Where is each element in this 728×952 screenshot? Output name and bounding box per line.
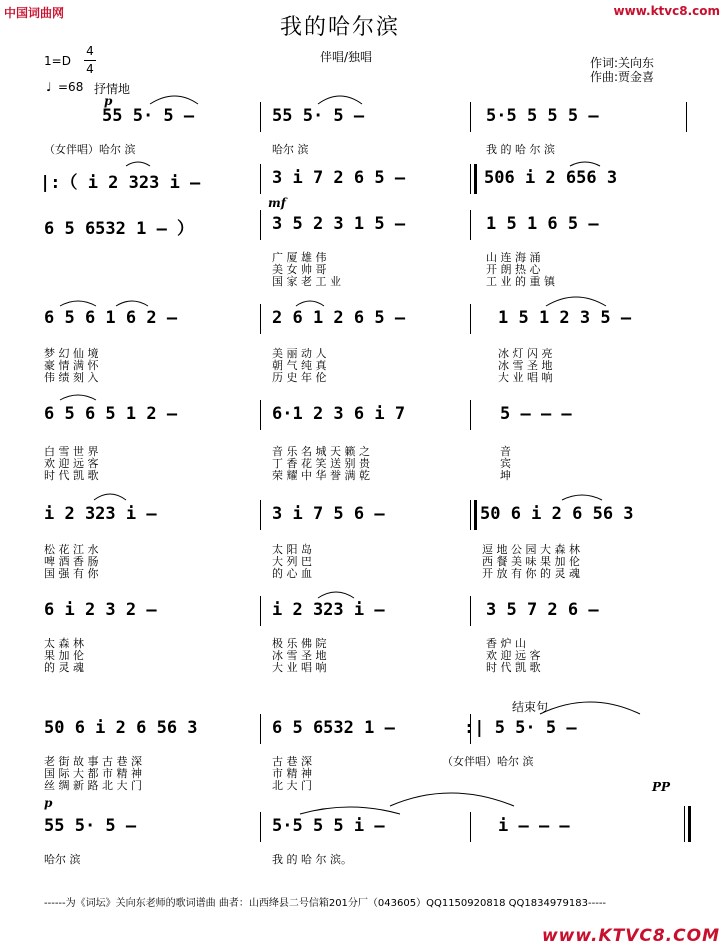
measure-notes: 3 5 2 3 1 5 – — [272, 214, 406, 234]
dynamic-p-start: p — [104, 94, 113, 108]
lyric-line: 的 心 血 — [272, 567, 312, 580]
lyric-line: 音 — [500, 445, 511, 458]
measure-notes: 50 6 i 2 6 56 3 — [480, 504, 634, 524]
measure-notes: 55 5· 5 – — [102, 106, 195, 126]
measure-notes: i – – – — [498, 816, 570, 836]
lyric-line: 松 花 江 水 — [44, 543, 99, 556]
lyric-line: 大 列 巴 — [272, 555, 312, 568]
measure-notes: 55 5· 5 – — [44, 816, 137, 836]
measure-notes: i 2 323 i – — [44, 504, 157, 524]
lyric-line: 国 强 有 你 — [44, 567, 99, 580]
lyric-line: 北 大 门 — [272, 779, 312, 792]
measure-notes: :| 5 5· 5 – — [464, 718, 577, 738]
dynamic-pp: PP — [652, 780, 671, 794]
lyric-line: 果 加 伦 — [44, 649, 84, 662]
lyric-line: 的 灵 魂 — [44, 661, 84, 674]
lyric-line: 宾 — [500, 457, 511, 470]
measure-notes: 3 i 7 5 6 – — [272, 504, 385, 524]
lyric-line: 豪 情 满 怀 — [44, 359, 99, 372]
measure-notes: 5·5 5 5 i – — [272, 816, 385, 836]
lyric-line: 国 家 老 工 业 — [272, 275, 341, 288]
lyric-line: 我 的 哈 尔 滨 — [486, 143, 555, 156]
dynamic-p-end: p — [44, 796, 53, 810]
lyric-line: 我 的 哈 尔 滨。 — [272, 853, 352, 866]
lyric-line: 冰 雪 圣 地 — [498, 359, 553, 372]
lyricist-credit: 作词:关向东 — [590, 56, 655, 70]
lyric-line: 啤 酒 香 肠 — [44, 555, 99, 568]
measure-notes: 50 6 i 2 6 56 3 — [44, 718, 198, 738]
lyric-line: 极 乐 佛 院 — [272, 637, 327, 650]
lyric-line: 欢 迎 远 客 — [486, 649, 541, 662]
measure-notes: 6 5 6532 1 – ） — [44, 219, 195, 239]
measure-notes: 2 6 1 2 6 5 – — [272, 308, 406, 328]
lyric-line: 梦 幻 仙 境 — [44, 347, 99, 360]
lyric-line: 坤 — [500, 469, 511, 482]
measure-notes: 6 5 6 1 6 2 – — [44, 308, 178, 328]
lyric-line: 国 际 大 都 市 精 神 — [44, 767, 142, 780]
lyric-line: 白 雪 世 界 — [44, 445, 99, 458]
lyric-line: 哈尔 滨 — [44, 853, 81, 866]
measure-notes: 6 5 6532 1 – — [272, 718, 395, 738]
key-signature: 1=D — [44, 54, 71, 68]
lyric-line: 古 巷 深 — [272, 755, 312, 768]
lyric-line: 广 厦 雄 伟 — [272, 251, 327, 264]
ending-label: 结束句 — [512, 700, 549, 714]
lyric-line: 欢 迎 远 客 — [44, 457, 99, 470]
measure-notes: 3 i 7 2 6 5 – — [272, 168, 406, 188]
measure-notes: 6 i 2 3 2 – — [44, 600, 157, 620]
lyric-line: 太 森 林 — [44, 637, 84, 650]
lyric-line: 丁 香 花 笑 送 别 贵 — [272, 457, 370, 470]
lyric-line: 开 放 有 你 的 灵 魂 — [482, 567, 580, 580]
lyric-line: （女伴唱）哈尔 滨 — [44, 143, 136, 156]
measure-notes: 6·1 2 3 6 i 7 — [272, 404, 406, 424]
lyric-line: 大 业 唱 响 — [272, 661, 327, 674]
site-watermark-bottom[interactable]: www.KTVC8.COM — [541, 926, 720, 946]
expression-marking: 抒情地 — [94, 82, 131, 96]
footer-credit: ------为《词坛》关向东老师的歌词谱曲 曲者：山西绛县二号信箱201分厂（043605）QQ1150920818 QQ1834979183----- — [44, 898, 607, 909]
lyric-line: 朝 气 纯 真 — [272, 359, 327, 372]
lyric-line: （女伴唱）哈尔 滨 — [442, 755, 534, 768]
time-signature-top: 4 — [86, 44, 94, 58]
lyric-line: 逗 地 公 园 大 森 林 — [482, 543, 580, 556]
measure-notes: 3 5 7 2 6 – — [486, 600, 599, 620]
lyric-line: 冰 灯 闪 亮 — [498, 347, 553, 360]
lyric-line: 市 精 神 — [272, 767, 312, 780]
tempo-note-icon: ♩ — [46, 80, 52, 94]
lyric-line: 开 朗 热 心 — [486, 263, 541, 276]
tempo-marking: =68 — [58, 80, 84, 94]
dynamic-mf: mf — [268, 196, 286, 210]
measure-notes: i 2 323 i – — [272, 600, 385, 620]
lyric-line: 哈尔 滨 — [272, 143, 309, 156]
measure-notes: 6 5 6 5 1 2 – — [44, 404, 178, 424]
lyric-line: 香 炉 山 — [486, 637, 526, 650]
measure-notes: 1 5 1 2 3 5 – — [498, 308, 632, 328]
lyric-line: 老 街 故 事 古 巷 深 — [44, 755, 142, 768]
song-title: 我的哈尔滨 — [280, 15, 401, 40]
lyric-line: 历 史 年 伦 — [272, 371, 327, 384]
measure-notes: 506 i 2 656 3 — [484, 168, 618, 188]
measure-notes: 5 – – – — [500, 404, 572, 424]
lyric-line: 美 丽 动 人 — [272, 347, 327, 360]
lyric-line: 山 连 海 涌 — [486, 251, 541, 264]
lyric-line: 丝 绸 新 路 北 大 门 — [44, 779, 142, 792]
lyric-line: 美 女 帅 哥 — [272, 263, 327, 276]
measure-notes: 55 5· 5 – — [272, 106, 365, 126]
performance-note: 伴唱/独唱 — [320, 50, 373, 64]
lyric-line: 荣 耀 中 华 誉 满 乾 — [272, 469, 370, 482]
lyric-line: 太 阳 岛 — [272, 543, 312, 556]
lyric-line: 时 代 凯 歌 — [486, 661, 541, 674]
measure-notes: 1 5 1 6 5 – — [486, 214, 599, 234]
measure-notes: 5·5 5 5 5 – — [486, 106, 599, 126]
lyric-line: 时 代 凯 歌 — [44, 469, 99, 482]
lyric-line: 冰 雪 圣 地 — [272, 649, 327, 662]
lyric-line: 伟 绩 刻 入 — [44, 371, 99, 384]
measure-notes: |:（ i 2 323 i – — [40, 173, 201, 193]
site-url-right[interactable]: www.ktvc8.com — [613, 4, 720, 18]
lyric-line: 音 乐 名 城 天 籁 之 — [272, 445, 370, 458]
lyric-line: 大 业 唱 响 — [498, 371, 553, 384]
site-name-left[interactable]: 中国词曲网 — [4, 6, 65, 20]
lyric-line: 工 业 的 重 镇 — [486, 275, 555, 288]
time-signature-bottom: 4 — [86, 62, 94, 76]
lyric-line: 西 餐 美 味 果 加 伦 — [482, 555, 580, 568]
composer-credit: 作曲:贾金喜 — [590, 70, 655, 84]
